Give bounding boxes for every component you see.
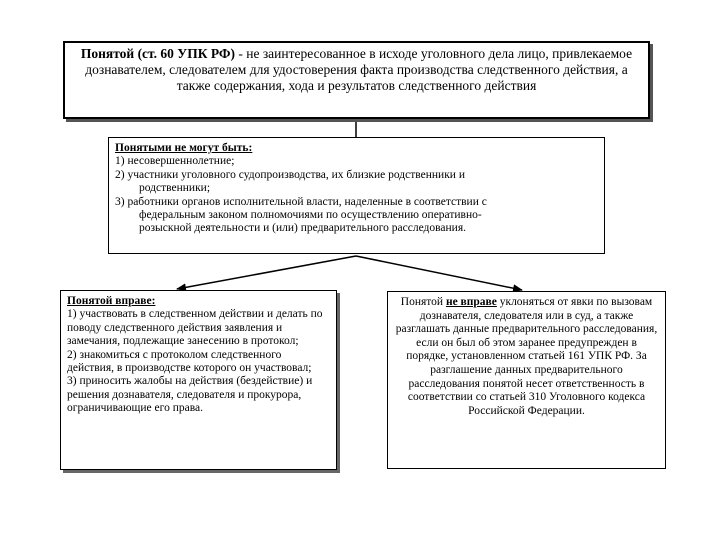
- rights-box: [60, 290, 337, 470]
- definition-text: - не заинтересованное в исходе уголовного дела лицо, привлекаемое дознавателем, следователем для удостоверения факта производства следственного действия, а также содержания, хода и результатов следственного действия: [85, 46, 633, 93]
- rights-item: 2) знакомиться с протоколом следственного действия, в производстве которого он участвовал;: [67, 348, 312, 375]
- restrictions-box: [108, 137, 605, 254]
- arrow-to-rights: [177, 256, 356, 289]
- definition-box: [63, 41, 650, 119]
- rights-title: Понятой вправе:: [67, 295, 156, 307]
- prohibitions-box: [387, 291, 666, 469]
- prohibitions-text: уклоняться от явки по вызовам дознавателя, следователя или в суд, а также разглашать данные предварительного расследования, если он был об этом заранее предупрежден в порядке, установленном статьей 161 УПК РФ. За разглашение данных предварительного расследования понятой несет ответственность в соответствии со статьей 310 Уголовного кодекса Российской Федерации.: [395, 296, 658, 417]
- restrictions-item: 1) несовершеннолетние;: [115, 155, 235, 168]
- prohibitions-emph: не вправе: [445, 296, 497, 308]
- restrictions-item: 3) работники органов исполнительной власти, наделенные в соответствии с: [115, 195, 487, 208]
- definition-lead: Понятой (ст. 60 УПК РФ): [80, 46, 235, 61]
- rights-item: 1) участвовать в следственном действии и делать по поводу следственного действия заявления и замечания, подлежащие занесению в протокол;: [67, 308, 323, 348]
- restrictions-item: розыскной деятельности и (или) предварительного расследования.: [139, 222, 466, 235]
- restrictions-title: Понятыми не могут быть:: [115, 142, 253, 154]
- restrictions-item: федеральным законом полномочиями по осуществлению оперативно-: [139, 209, 482, 222]
- arrow-to-prohibitions: [356, 256, 522, 290]
- restrictions-item: родственники;: [139, 182, 211, 195]
- restrictions-item: 2) участники уголовного судопроизводства, их близкие родственники и: [115, 168, 465, 181]
- rights-item: 3) приносить жалобы на действия (бездействие) и решения дознавателя, следователя и прокурора, ограничивающие его права.: [67, 375, 313, 415]
- prohibitions-lead: Понятой: [400, 296, 446, 308]
